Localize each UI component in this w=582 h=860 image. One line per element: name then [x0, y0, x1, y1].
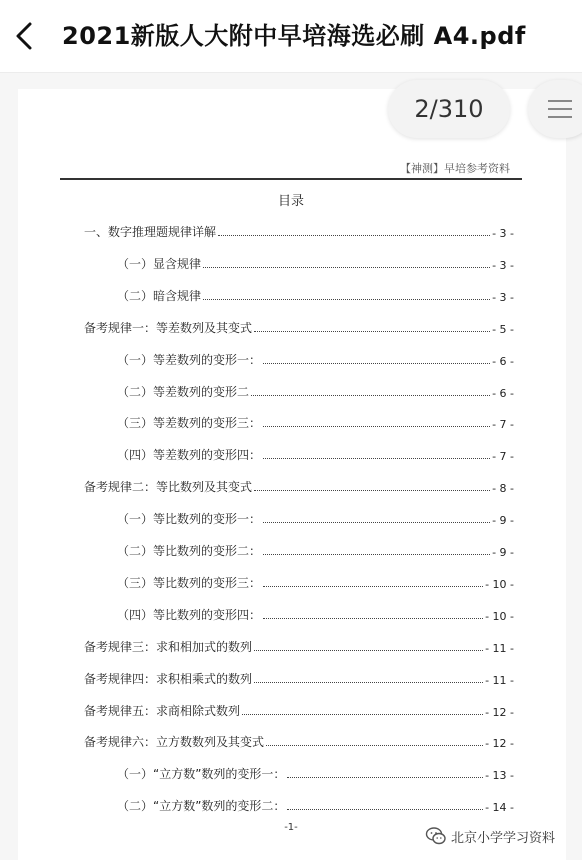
- toc-entry[interactable]: [84, 637, 514, 655]
- toc-entry-page: - 5 -: [492, 323, 514, 336]
- toc-entry-label: （一）显含规律: [117, 257, 202, 271]
- toc-entry-page: - 7 -: [492, 450, 514, 463]
- toc-entry-page: - 6 -: [492, 387, 514, 400]
- toc-entry[interactable]: [117, 605, 514, 623]
- toc-entry[interactable]: [84, 318, 514, 336]
- toc-entry-page: - 7 -: [492, 418, 514, 431]
- toc-entry[interactable]: [117, 350, 514, 368]
- toc-leader-dots: [254, 331, 490, 332]
- toc-entry-page: - 11 -: [485, 642, 514, 655]
- toc-leader-dots: [263, 522, 490, 523]
- toc-entry-label: 备考规律三：求和相加式的数列: [84, 640, 253, 654]
- toc-leader-dots: [287, 777, 483, 778]
- toc-entry[interactable]: [117, 573, 514, 591]
- toc-entry[interactable]: [117, 445, 514, 463]
- toc-entry[interactable]: [84, 477, 514, 495]
- toc-leader-dots: [263, 618, 483, 619]
- toc-entry[interactable]: [117, 509, 514, 527]
- toc-entry[interactable]: [117, 382, 514, 400]
- toc-leader-dots: [266, 745, 483, 746]
- toc-entry-label: 备考规律二：等比数列及其变式: [84, 480, 253, 494]
- toc-leader-dots: [263, 458, 490, 459]
- toc-entry[interactable]: [117, 796, 514, 814]
- toc-entry-label: 备考规律五：求商相除式数列: [84, 704, 241, 718]
- toc-entry-label: 一、数字推理题规律详解: [84, 225, 217, 239]
- toc-entry[interactable]: [117, 413, 514, 431]
- toc-entry-page: - 8 -: [492, 482, 514, 495]
- toc-entry-page: - 9 -: [492, 546, 514, 559]
- toc-entry-label: （二）暗含规律: [117, 289, 202, 303]
- toc-entry-page: - 6 -: [492, 355, 514, 368]
- toc-entry[interactable]: [84, 701, 514, 719]
- toc-entry-label: 备考规律四：求积相乘式的数列: [84, 672, 253, 686]
- toc-entry-page: - 12 -: [485, 737, 514, 750]
- toc-entry[interactable]: [84, 669, 514, 687]
- toc-entry-page: - 13 -: [485, 769, 514, 782]
- toc-entry-label: （三）等差数列的变形三：: [117, 416, 262, 430]
- toc-entry-page: - 11 -: [485, 674, 514, 687]
- footer-page-number: -1-: [284, 822, 298, 833]
- page-counter-label: 2/310: [414, 95, 484, 123]
- toc-leader-dots: [203, 299, 490, 300]
- toc-entry-label: （一）等比数列的变形一：: [117, 512, 262, 526]
- toc-entry-label: 备考规律一：等差数列及其变式: [84, 321, 253, 335]
- document-title: 2021新版人大附中早培海选必刷 A4.pdf: [62, 22, 526, 50]
- toc-leader-dots: [287, 809, 483, 810]
- toc-entry-label: （一）“立方数”数列的变形一：: [117, 767, 286, 781]
- toc-leader-dots: [251, 395, 490, 396]
- toc-entry-label: （二）等比数列的变形二：: [117, 544, 262, 558]
- toc-entry-label: （四）等差数列的变形四：: [117, 448, 262, 462]
- watermark-text: 北京小学学习资料: [451, 830, 556, 846]
- toc-leader-dots: [263, 586, 483, 587]
- toc-leader-dots: [203, 267, 490, 268]
- toc-entry-label: （一）等差数列的变形一：: [117, 353, 262, 367]
- toc-entry-page: - 12 -: [485, 706, 514, 719]
- toc-entry-label: （四）等比数列的变形四：: [117, 608, 262, 622]
- toc-entry-page: - 14 -: [485, 801, 514, 814]
- toc-entry[interactable]: [84, 222, 514, 240]
- toc-leader-dots: [263, 554, 490, 555]
- watermark: [425, 824, 582, 848]
- toc-leader-dots: [263, 426, 490, 427]
- toc-entry[interactable]: [117, 254, 514, 272]
- wechat-icon: [425, 825, 447, 847]
- toc-entry[interactable]: [117, 764, 514, 782]
- document-header-tag: 【神测】早培参考资料: [400, 162, 510, 175]
- toc-entry-page: - 3 -: [492, 227, 514, 240]
- toc-entry-label: （二）等差数列的变形二: [117, 385, 250, 399]
- toc-leader-dots: [218, 235, 490, 236]
- toc-entry-page: - 10 -: [485, 578, 514, 591]
- toc-entry[interactable]: [84, 732, 514, 750]
- toc-heading: 目录: [277, 194, 304, 209]
- toc-entry-label: （三）等比数列的变形三：: [117, 576, 262, 590]
- toc-entry[interactable]: [117, 541, 514, 559]
- toc-leader-dots: [242, 714, 483, 715]
- toc-leader-dots: [263, 363, 490, 364]
- toc-entry-page: - 3 -: [492, 259, 514, 272]
- toc-leader-dots: [254, 650, 483, 651]
- toc-entry-page: - 3 -: [492, 291, 514, 304]
- toc-entry-page: - 10 -: [485, 610, 514, 623]
- toc-leader-dots: [254, 490, 490, 491]
- toc-entry-page: - 9 -: [492, 514, 514, 527]
- toc-entry[interactable]: [117, 286, 514, 304]
- toc-leader-dots: [254, 682, 483, 683]
- toc-entry-label: 备考规律六：立方数数列及其变式: [84, 735, 265, 749]
- toc-entry-label: （二）“立方数”数列的变形二：: [117, 799, 286, 813]
